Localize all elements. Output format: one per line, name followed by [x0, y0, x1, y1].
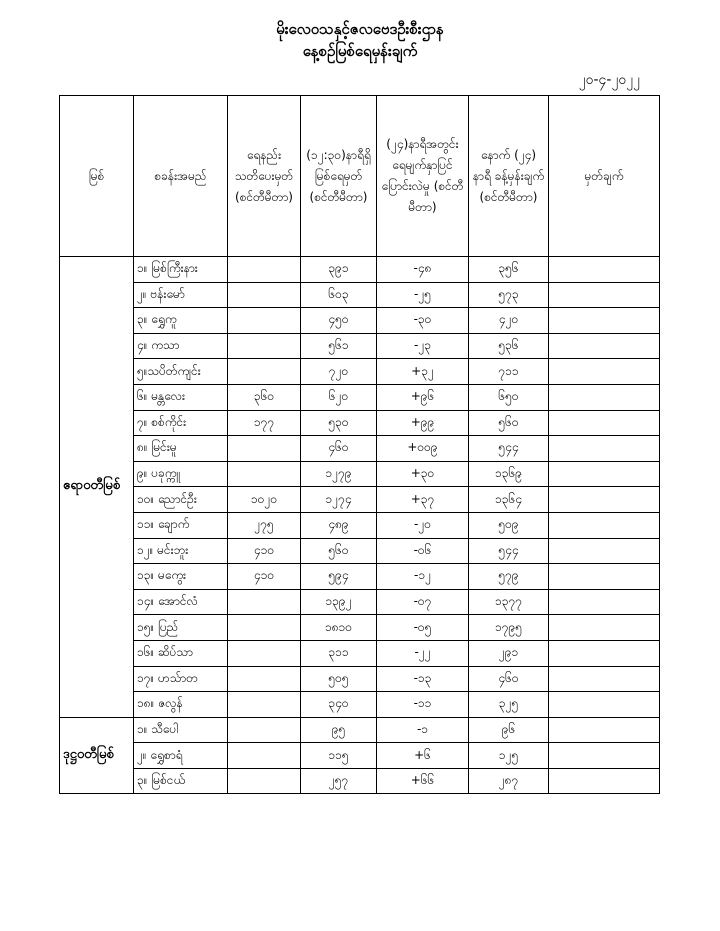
forecast-cell: ၅၄၄ — [469, 436, 549, 462]
warning-level-cell: ၁၇၇ — [228, 410, 301, 436]
station-name: ၃။ ရွှေကူ — [134, 308, 228, 334]
remarks-cell — [549, 640, 660, 666]
table-row — [60, 666, 660, 692]
remarks-cell — [549, 768, 660, 794]
warning-level-cell — [228, 308, 301, 334]
forecast-cell: ၅၇၃ — [469, 282, 549, 308]
water-level-cell: ၅၀၅ — [301, 666, 377, 692]
table-row — [60, 743, 660, 769]
remarks-cell — [549, 615, 660, 641]
table-row — [60, 308, 660, 334]
station-name: ၇။ စစ်ကိုင်း — [134, 410, 228, 436]
station-name: ၆။ မန္တလေး — [134, 384, 228, 410]
water-level-cell: ၉၅ — [301, 717, 377, 743]
header-row — [60, 96, 660, 257]
forecast-cell: ၉၆ — [469, 717, 549, 743]
water-level-cell: ၄၈၉ — [301, 512, 377, 538]
forecast-cell: ၆၅၀ — [469, 384, 549, 410]
report-date: ၂၀-၄-၂၀၂၂ — [578, 72, 640, 88]
change-cell: -၁၂ — [377, 564, 469, 590]
station-name: ၁၀။ ညောင်ဦး — [134, 487, 228, 513]
forecast-cell: ၁၇၉၅ — [469, 615, 549, 641]
table-row — [60, 615, 660, 641]
forecast-cell: ၃၂၅ — [469, 692, 549, 718]
water-level-cell: ၁၈၁၀ — [301, 615, 377, 641]
remarks-cell — [549, 538, 660, 564]
warning-level-cell — [228, 589, 301, 615]
remarks-cell — [549, 333, 660, 359]
station-name: ၁။ မြစ်ကြီးနား — [134, 257, 228, 283]
station-name: ၁၅။ ပြည် — [134, 615, 228, 641]
water-level-cell: ၂၅၇ — [301, 768, 377, 794]
forecast-cell: ၂၉၁ — [469, 640, 549, 666]
warning-level-cell — [228, 743, 301, 769]
remarks-cell — [549, 436, 660, 462]
table-row — [60, 564, 660, 590]
change-cell: +၃၂ — [377, 359, 469, 385]
remarks-cell — [549, 384, 660, 410]
station-name: ၉။ ပခုက္ကူ — [134, 461, 228, 487]
forecast-cell: ၁၃၆၉ — [469, 461, 549, 487]
remarks-cell — [549, 692, 660, 718]
water-level-cell: ၃၁၁ — [301, 640, 377, 666]
station-name: ၁၆။ ဆိပ်သာ — [134, 640, 228, 666]
river-name: ဧရာဝတီမြစ် — [60, 257, 134, 718]
col-river: မြစ် — [60, 96, 134, 257]
change-cell: -၂၅ — [377, 282, 469, 308]
water-level-cell: ၁၂၇၄ — [301, 487, 377, 513]
table-row — [60, 640, 660, 666]
remarks-cell — [549, 461, 660, 487]
warning-level-cell — [228, 359, 301, 385]
remarks-cell — [549, 717, 660, 743]
station-name: ၂။ ဗန်းမော် — [134, 282, 228, 308]
river-name: ဒုဋ္ဌဝတီမြစ် — [60, 717, 134, 794]
col-change: (၂၄)နာရီအတွင်း ရေမျက်နှာပြင် ပြောင်းလဲမှု (စင်တီမီတာ) — [377, 96, 469, 257]
remarks-cell — [549, 589, 660, 615]
warning-level-cell — [228, 615, 301, 641]
warning-level-cell: ၂၇၅ — [228, 512, 301, 538]
water-level-cell: ၁၁၅ — [301, 743, 377, 769]
table-row — [60, 410, 660, 436]
water-level-cell: ၃၄၀ — [301, 692, 377, 718]
forecast-cell: ၅၆၀ — [469, 410, 549, 436]
change-cell: -၀၅ — [377, 615, 469, 641]
change-cell: -၂၃ — [377, 333, 469, 359]
change-cell: +၉၆ — [377, 384, 469, 410]
water-level-cell: ၅၃၀ — [301, 410, 377, 436]
water-level-cell: ၇၂၀ — [301, 359, 377, 385]
station-name: ၈။ မြင်းမူ — [134, 436, 228, 462]
station-name: ၁၃။ မကွေး — [134, 564, 228, 590]
remarks-cell — [549, 359, 660, 385]
station-name: ၅။သပိတ်ကျင်း — [134, 359, 228, 385]
water-level-cell: ၁၂၇၉ — [301, 461, 377, 487]
col-water-level: (၁၂:၃၀)နာရီရှိ မြစ်ရေမှတ် (စင်တီမီတာ) — [301, 96, 377, 257]
warning-level-cell: ၃၆၀ — [228, 384, 301, 410]
change-cell: -၀၆ — [377, 538, 469, 564]
agency-title: မိုးလေဝသနှင့်ဇလဗေဒဦးစီးဌာန — [276, 20, 444, 38]
change-cell: +၉၉ — [377, 410, 469, 436]
water-level-cell: ၃၉၁ — [301, 257, 377, 283]
warning-level-cell — [228, 333, 301, 359]
station-name: ၁၂။ မင်းဘူး — [134, 538, 228, 564]
water-level-cell: ၅၆၀ — [301, 538, 377, 564]
forecast-cell: ၁၃၇၇ — [469, 589, 549, 615]
warning-level-cell — [228, 257, 301, 283]
table-row — [60, 768, 660, 794]
forecast-cell: ၅၇၉ — [469, 564, 549, 590]
table-row — [60, 538, 660, 564]
warning-level-cell — [228, 640, 301, 666]
water-level-cell: ၄၅၀ — [301, 308, 377, 334]
col-remarks: မှတ်ချက် — [549, 96, 660, 257]
water-level-cell: ၄၆၀ — [301, 436, 377, 462]
water-level-cell: ၅၉၄ — [301, 564, 377, 590]
col-station: စခန်းအမည် — [134, 96, 228, 257]
warning-level-cell — [228, 282, 301, 308]
table-row — [60, 282, 660, 308]
water-level-cell: ၅၆၁ — [301, 333, 377, 359]
forecast-cell: ၁၃၆၄ — [469, 487, 549, 513]
table-row — [60, 487, 660, 513]
forecast-table — [59, 95, 660, 794]
station-name: ၄။ ကသာ — [134, 333, 228, 359]
change-cell: -၃၀ — [377, 308, 469, 334]
table-row — [60, 359, 660, 385]
station-name: ၁၁။ ချောက် — [134, 512, 228, 538]
station-name: ၂။ ရွှေစာရံ — [134, 743, 228, 769]
change-cell: -၄၈ — [377, 257, 469, 283]
col-forecast: နောက် (၂၄) နာရီ ခန့်မှန်းချက် (စင်တီမီတာ) — [469, 96, 549, 257]
remarks-cell — [549, 564, 660, 590]
change-cell: -၁ — [377, 717, 469, 743]
warning-level-cell — [228, 666, 301, 692]
water-level-cell: ၆၂၀ — [301, 384, 377, 410]
change-cell: -၂၀ — [377, 512, 469, 538]
station-name: ၁၈။ ဇလွန် — [134, 692, 228, 718]
table-row — [60, 692, 660, 718]
warning-level-cell — [228, 768, 301, 794]
forecast-cell: ၄၆၀ — [469, 666, 549, 692]
report-title: နေ့စဉ်မြစ်ရေမှန်းချက် — [302, 42, 418, 60]
table-row — [60, 461, 660, 487]
change-cell: -၁၃ — [377, 666, 469, 692]
remarks-cell — [549, 487, 660, 513]
warning-level-cell: ၄၁၀ — [228, 564, 301, 590]
remarks-cell — [549, 308, 660, 334]
table-row — [60, 384, 660, 410]
col-warning-level: ရေနည်း သတိပေးမှတ် (စင်တီမီတာ) — [228, 96, 301, 257]
station-name: ၁။ သီပေါ — [134, 717, 228, 743]
warning-level-cell — [228, 461, 301, 487]
remarks-cell — [549, 743, 660, 769]
warning-level-cell — [228, 717, 301, 743]
remarks-cell — [549, 410, 660, 436]
remarks-cell — [549, 282, 660, 308]
station-name: ၁၄။ အောင်လံ — [134, 589, 228, 615]
station-name: ၁၇။ ဟသ်ာတ — [134, 666, 228, 692]
forecast-cell: ၄၂၀ — [469, 308, 549, 334]
table-row — [60, 436, 660, 462]
station-name: ၃။ မြစ်ငယ် — [134, 768, 228, 794]
water-level-cell: ၆၀၃ — [301, 282, 377, 308]
table-row — [60, 589, 660, 615]
warning-level-cell — [228, 436, 301, 462]
warning-level-cell: ၄၁၀ — [228, 538, 301, 564]
warning-level-cell: ၁၀၂၀ — [228, 487, 301, 513]
change-cell: +၃၀ — [377, 461, 469, 487]
change-cell: +၆၆ — [377, 768, 469, 794]
table-row — [60, 257, 660, 283]
water-level-cell: ၁၃၉၂ — [301, 589, 377, 615]
forecast-cell: ၃၅၆ — [469, 257, 549, 283]
forecast-cell: ၅၃၆ — [469, 333, 549, 359]
warning-level-cell — [228, 692, 301, 718]
change-cell: +၀၀၉ — [377, 436, 469, 462]
change-cell: +၃၇ — [377, 487, 469, 513]
table-row — [60, 333, 660, 359]
remarks-cell — [549, 257, 660, 283]
change-cell: -၀၇ — [377, 589, 469, 615]
change-cell: -၂၂ — [377, 640, 469, 666]
table-row — [60, 717, 660, 743]
forecast-cell: ၂၈၇ — [469, 768, 549, 794]
forecast-cell: ၇၁၁ — [469, 359, 549, 385]
change-cell: +၆ — [377, 743, 469, 769]
forecast-cell: ၅၀၉ — [469, 512, 549, 538]
forecast-cell: ၁၂၅ — [469, 743, 549, 769]
table-row — [60, 512, 660, 538]
forecast-cell: ၅၄၄ — [469, 538, 549, 564]
remarks-cell — [549, 512, 660, 538]
remarks-cell — [549, 666, 660, 692]
change-cell: -၁၁ — [377, 692, 469, 718]
